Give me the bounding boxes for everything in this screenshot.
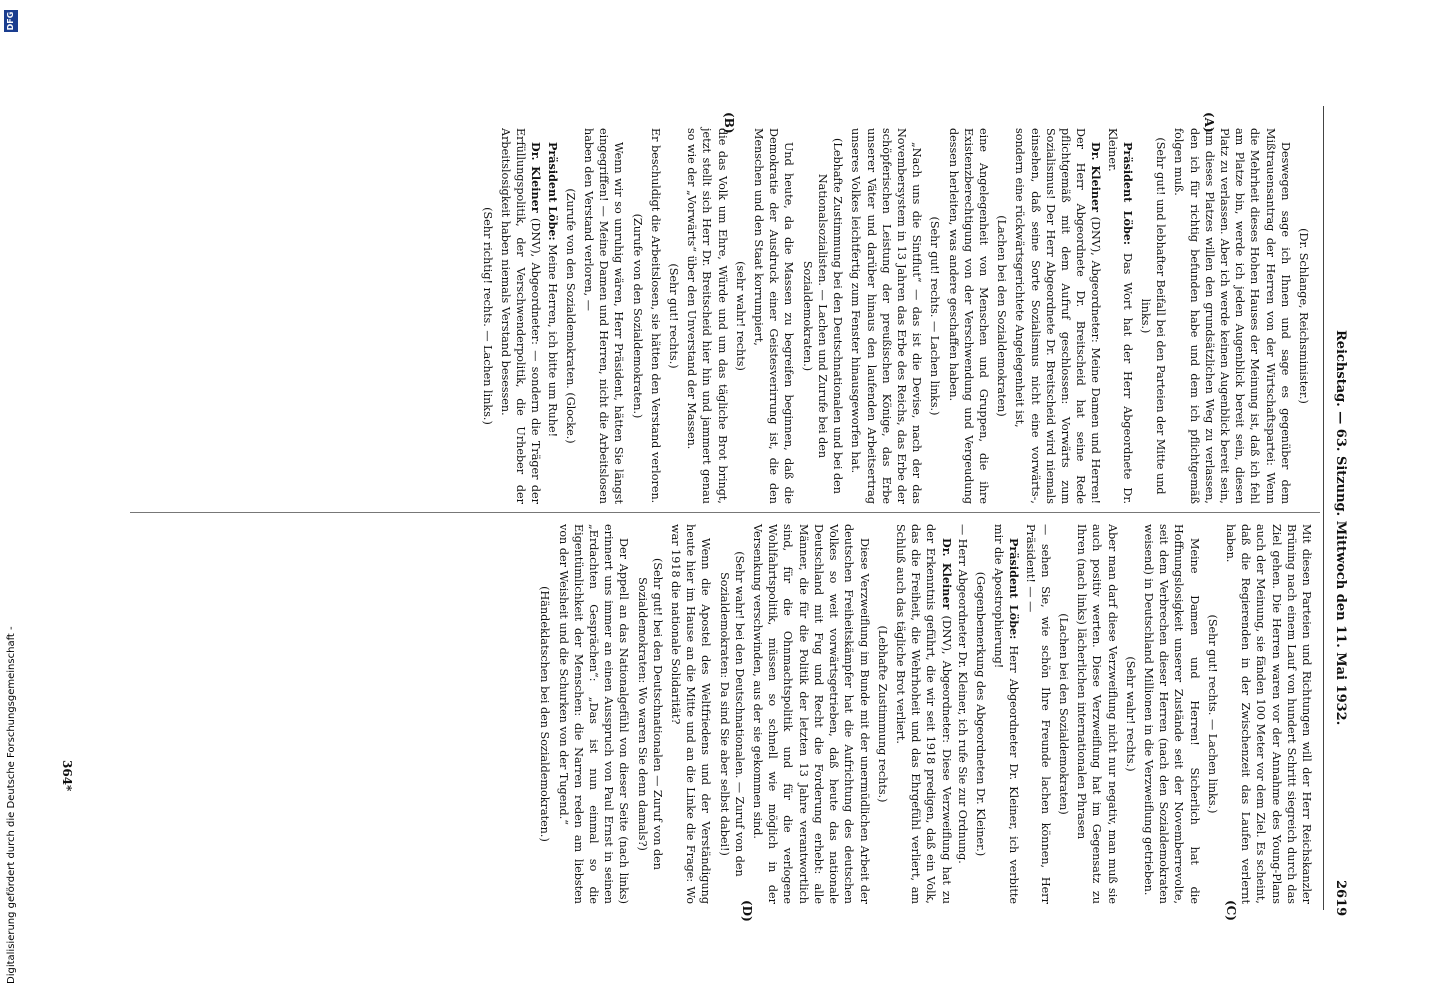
- paragraph-text: Das Wort hat der Herr Abgeordnete Dr. Kleiner.: [1105, 128, 1134, 505]
- speaker-paragraph: [991, 524, 1021, 904]
- paragraph: Und heute, da die Massen zu begreifen beginnen, daß die Demokratie der Ausdruck einer Geistesverirrung ist, die den Menschen und den Staat korrumpiert,: [752, 128, 796, 504]
- paragraph-text: (DNV), Abgeordneter: Diese Verzweiflung hat zu der Erkenntnis geführt, die wir seit 1918 predigen, daß ein Volk, das die Freiheit, die Wehrhoheit und das Ehrgefühl verliert, am Schluß auch das tägliche Brot verliert.: [893, 524, 953, 904]
- dfg-logo: DFG: [4, 10, 18, 32]
- left-column: [477, 128, 1314, 504]
- interjection: (Sehr gut! und lebhafter Beifall bei den Parteien der Mitte und links.): [1138, 137, 1168, 495]
- paragraph: Meine Damen und Herren! Sicherlich hat die Hoffnungslosigkeit unserer Zustände seit der Novemberrevolte, seit dem Verbrechen dieser Herren (nach den Sozialdemokraten weisend) in Deutschland Millionen in die Verzweiflung getrieben.: [1141, 524, 1201, 904]
- page-number: 2619: [1333, 880, 1348, 917]
- interjection: (Sehr wahr! bei den Deutschnationalen. — Zuruf von den Sozialdemokraten: Da sind Sie aber selbst dabei!): [717, 551, 746, 877]
- interjection: (Sehr gut! bei den Deutschnationalen — Zuruf von den Sozialdemokraten: Wo waren Sie denn damals?): [635, 558, 664, 870]
- paragraph: Deswegen sage ich Ihnen und sage es gegenüber dem Mißtrauensantrag der Herren von der Wirtschaftspartei: Wenn die Mehrheit dieses Hohen Hauses der Meinung ist, daß ich fehl am Platze bin, werde ich jeden Augenblick bereit sein, diesen Platz zu verlassen. Aber ich werde keinen Augenblick bereit sein, um dieses Platzes willen den grundsätzlichen Weg zu verlassen, den ich für richtig befunden habe und dem ich pflichtgemäß folgen muß.: [1172, 128, 1292, 504]
- speaker-note: (Dr. Schlange, Reichsminister.): [1297, 228, 1310, 404]
- paragraph: — sehen Sie, wie schön Ihre Freunde lachen können, Herr Präsident! — —: [1023, 524, 1052, 904]
- speaker-label: Dr. Kleiner: [1089, 142, 1104, 212]
- page-header-title: Reichstag. — 63. Sitzung. Mittwoch den 11. Mai 1932.: [1333, 330, 1348, 726]
- interjection: (Sehr gut! rechts.): [667, 263, 681, 369]
- speaker-paragraph: [498, 128, 544, 504]
- speaker-paragraph: [544, 128, 559, 504]
- interjection: (Sehr wahr! rechts.): [1123, 656, 1137, 772]
- paragraph: Diese Verzweiflung im Bunde mit der unermüdlichen Arbeit der deutschen Freiheitskämpfer hat die Aufrichtung des deutschen Volkes so weit vorwärtsgetrieben, daß heute das nationale Deutschland mit Fug und Recht die Forderung erhebt: alle Männer, die für die Politik der letzten 13 Jahre verantwortlich sind, für die Ohnmachtspolitik und für die verlogene Wohlfahrtspolitik, müssen so schnell wie möglich in der Versenkung verschwinden, aus der sie gekommen sind.: [751, 524, 871, 904]
- sheet-number: 364*: [60, 760, 74, 792]
- paragraph: eine Angelegenheit von Menschen und Gruppen, die ihre Existenzberechtigung von der Verschwendung und Vergeudung dessen herleiten, was andere geschaffen haben.: [946, 128, 990, 504]
- column-divider: [130, 512, 1320, 513]
- speaker-label: Präsident Löbe:: [1120, 142, 1135, 246]
- paragraph: Aber man darf diese Verzweiflung nicht nur negativ, man muß sie auch positiv werten. Diese Verzweiflung hat im Gegensatz zu Ihren (nach links) lächerlichen internationalen Phrasen: [1075, 524, 1119, 904]
- header-rule: [1323, 106, 1324, 910]
- interjection: (Sehr gut! rechts. — Lachen links.): [1205, 614, 1219, 814]
- speaker-paragraph: [1012, 128, 1103, 504]
- speaker-paragraph: [1104, 128, 1134, 504]
- margin-letter-b: (B): [722, 112, 736, 134]
- interjection: (Sehr gut! rechts. — Lachen links.): [928, 216, 942, 416]
- paragraph-text: (DNV), Abgeordneter: — sondern die Träger der Erfüllungspolitik, der Verschwenderpolitik, die Urheber der Arbeitslosigkeit haben niemals Verstand besessen.: [499, 128, 543, 504]
- interjection: (sehr wahr! rechts): [733, 261, 747, 371]
- paragraph: Der Appell an das Nationalgefühl von dieser Seite (nach links) erinnert uns immer an einen Ausspruch von Paul Ernst in seinen „Erdachten Gesprächen“: „Das ist nun einmal so die Eigentümlichkeit der Menschen: die Narren reden am liebsten von der Weisheit und die Schurken von der Tugend.“: [556, 524, 631, 904]
- interjection: (Gegenbemerkung des Abgeordneten Dr. Kleiner.): [973, 571, 987, 857]
- footer-text: Digitalisierung gefördert durch die Deutsche Forschungsgemeinschaft -: [6, 626, 17, 984]
- speaker-label: Präsident Löbe:: [1007, 538, 1022, 640]
- paragraph-text: Herr Abgeordneter Dr. Kleiner, ich verbitte mir die Apostrophierung!: [992, 524, 1021, 904]
- interjection: (Händeklatschen bei den Sozialdemokraten.): [538, 586, 552, 842]
- interjection: (Sehr richtig! rechts. — Lachen links.): [480, 207, 494, 425]
- interjection: (Lebhafte Zustimmung rechts.): [875, 625, 889, 803]
- interjection: (Lebhafte Zustimmung bei den Deutschnationalen und bei den Nationalsozialisten. — Lachen und Zurufe bei den Sozialdemokraten.): [800, 138, 845, 494]
- right-column: [534, 524, 1314, 904]
- paragraph: die das Volk um Ehre, Würde und um das tägliche Brot bringt, jetzt stellt sich Herr Dr. Breitscheid hier hin und jammert genau so wie der „Vorwärts“ über den Unverstand der Massen.: [685, 128, 729, 504]
- paragraph-text: Meine Herren, ich bitte um Ruhe!: [545, 244, 559, 438]
- paragraph: Wenn wir so unruhig wären, Herr Präsident, hätten Sie längst eingegriffen! — Meine Damen und Herren, nicht die Arbeitslosen haben den Verstand verloren, —: [582, 128, 626, 504]
- interjection: (Lachen bei den Sozialdemokraten): [995, 215, 1009, 417]
- paragraph: Wenn die Apostel des Weltfriedens und der Verständigung heute hier im Hause an die Mitte und an die Linke die Frage: Wo war 1918 die nationale Solidarität?: [669, 524, 713, 904]
- paragraph: — Herr Abgeordneter Dr. Kleiner, ich rufe Sie zur Ordnung.: [955, 524, 969, 864]
- speaker-label: Dr. Kleiner: [529, 142, 544, 213]
- interjection: (Zurufe von den Sozialdemokraten. (Glocke.): [563, 188, 577, 444]
- paragraph: Mit diesen Parteien und Richtungen will der Herr Reichskanzler Brüning nach einem Lauf von hundert Schritt siegreich durch das Ziel gehen. Die Herren waren vor der Annahme des Young-Plans auch der Meinung, sie fänden 100 Meter vor dem Ziel. Es scheint, daß die Regierenden in der Zwischenzeit das Laufen verlernt haben.: [1223, 524, 1313, 904]
- speaker-paragraph: [893, 524, 954, 904]
- margin-letter-d: (D): [740, 900, 754, 922]
- speaker-label: Dr. Kleiner: [939, 538, 954, 610]
- interjection: (Zurufe von den Sozialdemokraten.): [630, 213, 644, 419]
- paragraph: Er beschuldigt die Arbeitslosen, sie hätten den Verstand verloren.: [648, 128, 662, 504]
- paragraph: „Nach uns die Sintflut“ — das ist die Devise, nach der das Novembersystem in 13 Jahren das Erbe des Reichs, das Erbe der schöpferischen Leistung der preußischen Könige, das Erbe unserer Väter und darüber hinaus den laufenden Arbeitsertrag unseres Volkes leichtfertig zum Fenster hinausgeworfen hat.: [849, 128, 924, 504]
- digitization-footer: [0, 0, 24, 1000]
- speaker-label: Präsident Löbe:: [545, 142, 560, 241]
- interjection: (Lachen bei den Sozialdemokraten): [1056, 613, 1070, 815]
- paragraph-text: (DNV), Abgeordneter: Meine Damen und Herren! Der Herr Abgeordnete Dr. Breitscheid hat seine Rede pflichtgemäß mit dem Aufruf geschlossen: Vorwärts zum Sozialismus! Der Herr Abgeordnete Dr. Breitscheid wird niemals einsehen, daß seine Sorte Sozialismus nicht eine vorwärts-, sondern eine rückwärtsgerichtete Angelegenheit ist,: [1013, 128, 1103, 504]
- margin-letter-c: (C): [1224, 900, 1238, 921]
- margin-letter-a: (A): [1202, 112, 1216, 133]
